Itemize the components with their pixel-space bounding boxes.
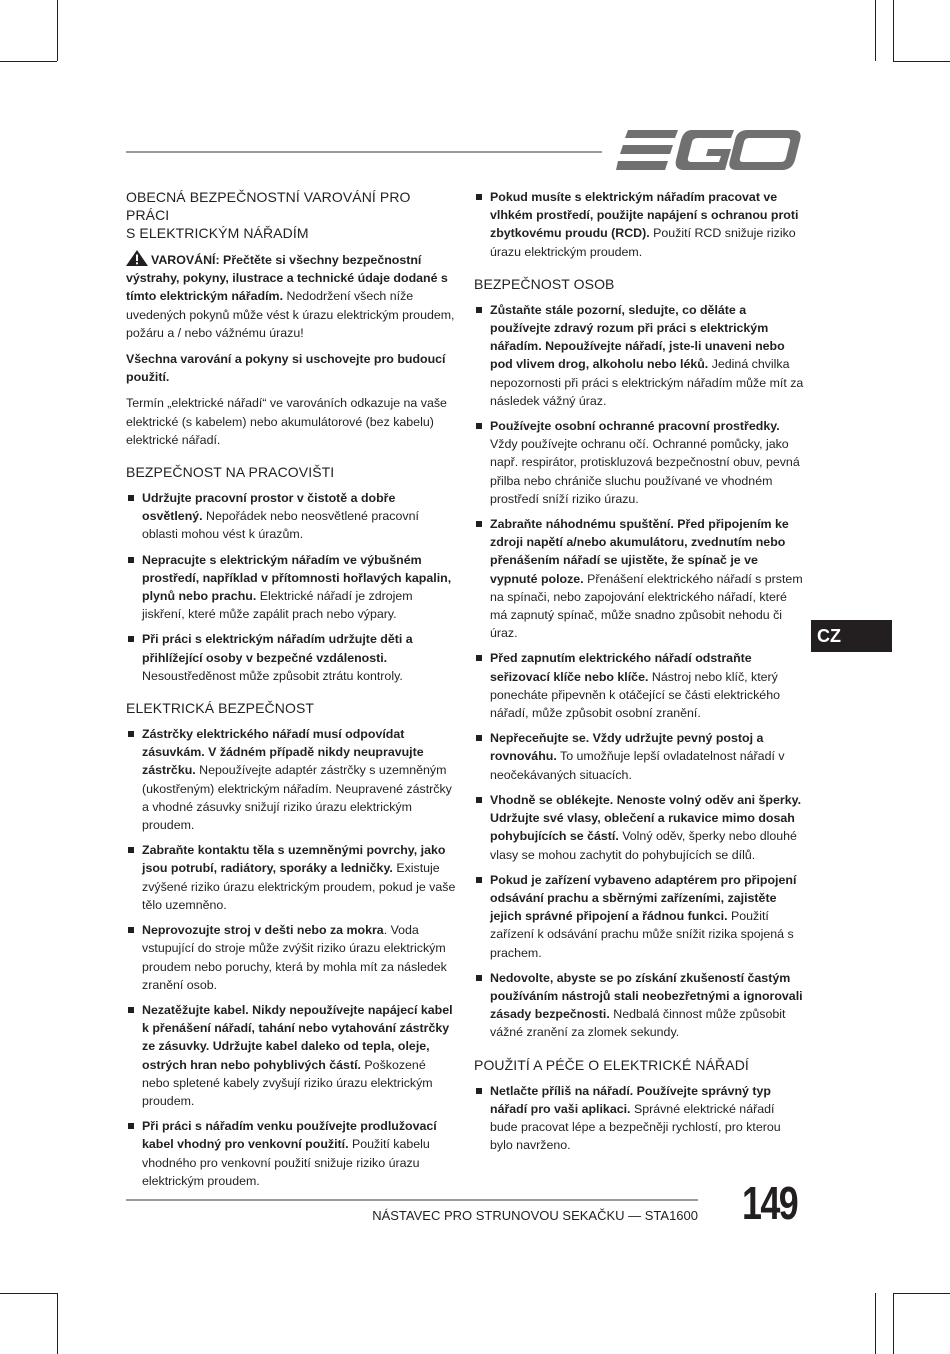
warning-bold-text: VAROVÁNÍ: Přečtěte si všechny bezpečnostní výstrahy, pokyny, ilustrace a technické údaje dodané s tímto elektrickým nářadím. xyxy=(126,253,448,304)
list-item: Zabraňte kontaktu těla s uzemněnými povrchy, jako jsou potrubí, radiátory, sporáky a ledničky. Existuje zvýšené riziko úrazu elektrickým proudem, pokud je vaše tělo uzemněno. xyxy=(126,841,456,914)
keep-instructions-text: Všechna varování a pokyny si uschovejte pro budoucí použití. xyxy=(126,352,446,385)
left-column xyxy=(126,188,456,1197)
list-item: Vhodně se oblékejte. Nenoste volný oděv ani šperky. Udržujte své vlasy, oblečení a rukavice mimo dosah pohybujících se částí. Volný oděv, šperky nebo dlouhé vlasy se mohou zachytit do pohybujících se dílů. xyxy=(474,791,804,864)
crop-mark xyxy=(57,1293,58,1354)
footer-rule xyxy=(126,1199,698,1201)
warning-paragraph xyxy=(126,250,456,342)
electrical-safety-list xyxy=(126,725,456,1190)
section-title-general-safety: OBECNÁ BEZPEČNOSTNÍ VAROVÁNÍ PRO PRÁCI S ELEKTRICKÝM NÁŘADÍM xyxy=(126,189,411,241)
warning-text: Nedodržení všech níže uvedených pokynů může vést k úrazu elektrickým proudem, požáru a / nebo vážnému úrazu! xyxy=(126,289,455,340)
list-item: Nepřeceňujte se. Vždy udržujte pevný postoj a rovnováhu. To umožňuje lepší ovladatelnost nářadí v neočekávaných situacích. xyxy=(474,729,804,784)
list-item: Nedovolte, abyste se po získání zkušeností častým používáním nástrojů stali neobezřetnými a ignorovali zásady bezpečnosti. Nedbalá činnost může způsobit vážné zranění za zlomek sekundy. xyxy=(474,969,804,1042)
section-title-personal-safety: BEZPEČNOST OSOB xyxy=(474,275,615,292)
crop-mark xyxy=(893,0,894,61)
list-item: Pokud je zařízení vybaveno adaptérem pro připojení odsávání prachu a sběrnými zařízeními, zajistěte jejich správné připojení a řádnou funkci. Použití zařízení k odsávání prachu může snížit rizika spojená s prachem. xyxy=(474,871,804,962)
crop-mark xyxy=(893,1293,950,1294)
crop-mark xyxy=(893,61,950,62)
crop-mark xyxy=(875,0,876,61)
tool-use-care-list xyxy=(474,1082,804,1155)
term-definition-text: Termín „elektrické nářadí“ ve varováních odkazuje na vaše elektrické (s kabelem) nebo akumulátorové (bez kabelu) elektrické nářadí. xyxy=(126,396,447,447)
list-item: Zástrčky elektrického nářadí musí odpovídat zásuvkám. V žádném případě nikdy neupravujte zástrčku. Nepoužívejte adaptér zástrčky s uzemněným (ukostřeným) elektrickým nářadím. Neupravené zástrčky a vhodné zásuvky snižují riziko úrazu elektrickým proudem. xyxy=(126,725,456,834)
list-item: Při práci s elektrickým nářadím udržujte děti a přihlížející osoby v bezpečné vzdálenosti. Nesoustředěnost může způsobit ztrátu kontroly. xyxy=(126,630,456,685)
list-item: Udržujte pracovní prostor v čistotě a dobře osvětlený. Nepořádek nebo neosvětlené pracovní oblasti mohou vést k úrazům. xyxy=(126,489,456,544)
section-title-tool-use-care: POUŽITÍ A PÉČE O ELEKTRICKÉ NÁŘADÍ xyxy=(474,1056,749,1073)
list-item: Při práci s nářadím venku používejte prodlužovací kabel vhodný pro venkovní použití. Použití kabelu vhodného pro venkovní použití snižuje riziko úrazu elektrickým proudem. xyxy=(126,1117,456,1190)
list-item: Pokud musíte s elektrickým nářadím pracovat ve vlhkém prostředí, použijte napájení s ochranou proti zbytkovému proudu (RCD). Použití RCD snižuje riziko úrazu elektrickým proudem. xyxy=(474,188,804,261)
page-number: 149 xyxy=(742,1177,798,1229)
section-title-electrical-safety: ELEKTRICKÁ BEZPEČNOST xyxy=(126,700,315,717)
rcd-list xyxy=(474,188,804,261)
crop-mark xyxy=(57,0,58,61)
language-tab: CZ xyxy=(811,620,892,652)
section-title-work-area: BEZPEČNOST NA PRACOVIŠTI xyxy=(126,464,335,481)
list-item: Používejte osobní ochranné pracovní prostředky. Vždy používejte ochranu očí. Ochranné pomůcky, jako např. respirátor, protiskluzová bezpečnostní obuv, pevná přilba nebo chrániče sluchu používané ve vhodném prostředí sníží riziko úrazu. xyxy=(474,417,804,508)
footer-title: NÁSTAVEC PRO STRUNOVOU SEKAČKU — STA1600 xyxy=(372,1208,698,1223)
header-rule xyxy=(126,151,602,153)
crop-mark xyxy=(875,1293,876,1354)
ego-logo xyxy=(616,128,801,172)
list-item: Neprovozujte stroj v dešti nebo za mokra. Voda vstupující do stroje může zvýšit riziko úrazu elektrickým proudem nebo poruchy, která by mohla mít za následek zranění osob. xyxy=(126,921,456,994)
list-item: Zůstaňte stále pozorní, sledujte, co děláte a používejte zdravý rozum při práci s elektrickým nářadím. Nepoužívejte nářadí, jste-li unaveni nebo pod vlivem drog, alkoholu nebo léků. Jediná chvilka nepozornosti při práci s elektrickým nářadím může mít za následek vážný úraz. xyxy=(474,301,804,410)
list-item: Nepracujte s elektrickým nářadím ve výbušném prostředí, například v přítomnosti hořlavých kapalin, plynů nebo prachu. Elektrické nářadí je zdrojem jiskření, které může zapálit prach nebo výpary. xyxy=(126,551,456,624)
list-item: Před zapnutím elektrického nářadí odstraňte seřizovací klíče nebo klíče. Nástroj nebo klíč, který ponecháte připevněn k otáčející se části elektrického nářadí, může způsobit osobní zranění. xyxy=(474,649,804,722)
list-item: Netlačte příliš na nářadí. Používejte správný typ nářadí pro vaši aplikaci. Správné elektrické nářadí bude pracovat lépe a bezpečněji rychlostí, pro kterou bylo navrženo. xyxy=(474,1082,804,1155)
personal-safety-list xyxy=(474,301,804,1042)
crop-mark xyxy=(0,61,57,62)
list-item: Zabraňte náhodnému spuštění. Před připojením ke zdroji napětí a/nebo akumulátoru, zvednutím nebo přenášením nářadí se ujistěte, že spínač je ve vypnuté poloze. Přenášení elektrického nářadí s prstem na spínači, nebo zapojování elektrického nářadí, které má zapnutý spínač, může snadno způsobit nehodu či úraz. xyxy=(474,515,804,642)
crop-mark xyxy=(0,1293,57,1294)
warning-triangle-icon xyxy=(126,250,148,266)
crop-mark xyxy=(893,1293,894,1354)
list-item: Nezatěžujte kabel. Nikdy nepoužívejte napájecí kabel k přenášení nářadí, tahání nebo vytahování zástrčky ze zásuvky. Udržujte kabel daleko od tepla, oleje, ostrých hran nebo pohyblivých částí. Poškozené nebo spletené kabely zvyšují riziko úrazu elektrickým proudem. xyxy=(126,1001,456,1110)
right-column xyxy=(474,188,804,1161)
work-area-list xyxy=(126,489,456,685)
